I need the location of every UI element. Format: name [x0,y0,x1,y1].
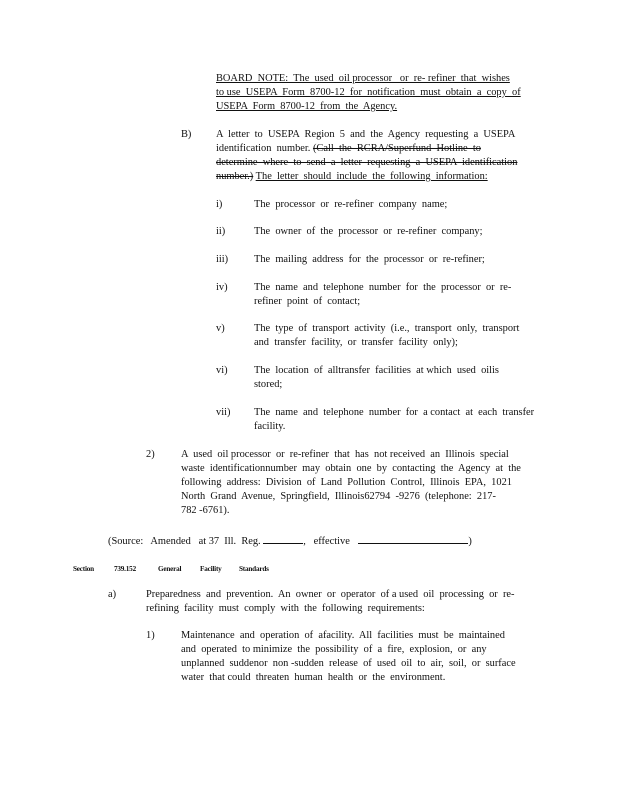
section-title-word: General [158,565,182,573]
section-title-word: Standards [239,565,269,573]
item-2-line: following address: Division of Land Pollution Control, Illinois EPA, 1021 [181,477,512,488]
item-1-label: 1) [146,630,155,641]
item-1-line: Maintenance and operation of afacility. All facilities must be maintained [181,630,505,641]
register-blank [263,532,303,544]
subitem-text: stored; [254,379,283,390]
item-1-line: and operated to minimize the possibility of a fire, explosion, or any [181,644,487,655]
subitem-text: The processor or re-refiner company name; [254,199,448,210]
subitem-text: The name and telephone number for the processor or re- [254,282,512,293]
item-2-line: waste identificationnumber may obtain one by contacting the Agency at the [181,463,521,474]
subitem-text: The name and telephone number for a contact at each transfer [254,407,535,418]
subitem-label: i) [216,199,223,210]
item-b-line-2-struck: (Call the RCRA/Superfund Hotline to [312,143,481,154]
source-suffix: ) [468,536,472,547]
source-mid: , effective [303,536,350,547]
board-note-line-2: to use USEPA Form 8700-12 for notification must obtain a copy of [216,87,521,98]
item-b-line-1: A letter to USEPA Region 5 and the Agency requesting a USEPA [216,129,516,140]
subitem-text: The owner of the processor or re-refiner company; [254,226,483,237]
item-a-label: a) [108,589,117,600]
section-title-word: Facility [200,565,222,573]
subitem-text: facility. [254,421,286,432]
item-b-line-2-plain: identification number. [216,143,311,154]
item-b-line-4-plain: The letter should include the following information: [255,171,488,182]
effective-date-blank [358,532,468,544]
item-b-line-4-struck: number.) [216,171,254,182]
item-2-line: A used oil processor or re-refiner that has not received an Illinois special [181,449,509,460]
subitem-label: vii) [216,407,231,418]
item-b-line-2 [216,142,481,156]
subitem-label: iii) [216,254,229,265]
item-2-line: 782 -6761). [181,505,230,516]
subitem-text: The location of alltransfer facilities at which used oilis [254,365,499,376]
source-prefix: (Source: Amended at 37 Ill. Reg. [108,536,261,547]
item-1-line: unplanned suddenor non -sudden release of used oil to air, soil, or surface [181,658,516,669]
subitem-text: refiner point of contact; [254,296,361,307]
item-1-line: water that could threaten human health or the environment. [181,672,446,683]
subitem-label: vi) [216,365,228,376]
item-2-label: 2) [146,449,155,460]
item-b-line-4 [216,170,488,184]
item-a-line: Preparedness and prevention. An owner or operator of a used oil processing or re- [146,589,515,600]
board-note-line-3: USEPA Form 8700-12 from the Agency. [216,101,398,112]
subitem-text: The mailing address for the processor or re-refiner; [254,254,485,265]
source-note [108,532,472,549]
section-number: 739.152 [114,565,136,573]
section-word: Section [73,565,94,573]
subitem-label: iv) [216,282,228,293]
subitem-text: The type of transport activity (i.e., transport only, transport [254,323,520,334]
item-b-line-3-struck: determine where to send a letter requesting a USEPA identification [216,157,518,168]
item-b-label: B) [181,129,192,140]
board-note-line-1: BOARD NOTE: The used oil processor or re- refiner that wishes [216,73,510,84]
subitem-label: v) [216,323,225,334]
item-2-line: North Grand Avenue, Springfield, Illinois62794 -9276 (telephone: 217- [181,491,496,502]
subitem-text: and transfer facility, or transfer facility only); [254,337,458,348]
item-a-line: refining facility must comply with the following requirements: [146,603,425,614]
subitem-label: ii) [216,226,226,237]
